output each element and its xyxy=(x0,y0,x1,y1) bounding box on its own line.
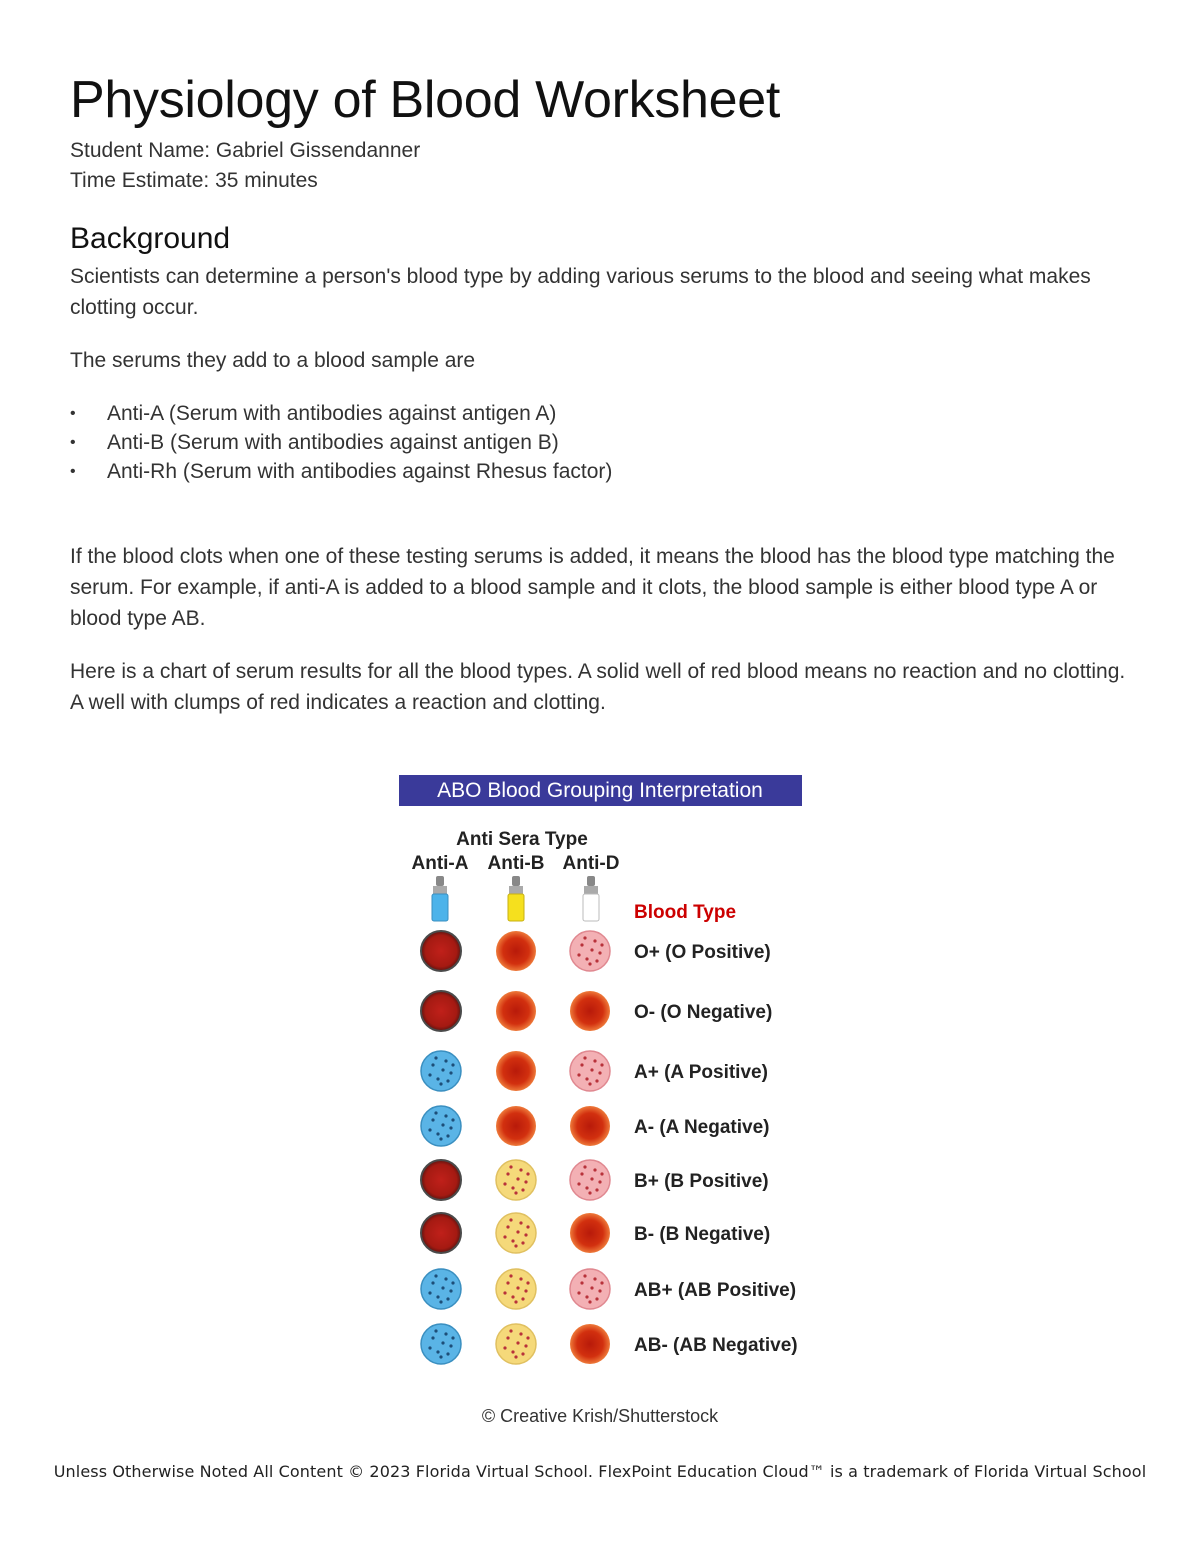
student-name: Student Name: Gabriel Gissendanner xyxy=(70,139,421,162)
well-no-reaction xyxy=(421,991,461,1031)
clotting-paragraph: If the blood clots when one of these testing serums is added, it means the blood has the blood type matching the serum. For example, if anti-A is added to a blood sample and it clots, the blood sample is either blood type A or blood type AB. xyxy=(70,545,1115,630)
serum-anti-b: Anti-B (Serum with antibodies against antigen B) xyxy=(107,431,559,454)
well-agglutinated xyxy=(570,931,610,971)
well-agglutinated xyxy=(421,1051,461,1091)
dropper-icon xyxy=(508,876,524,921)
blood-type-header: Blood Type xyxy=(634,902,737,923)
serum-anti-a: Anti-A (Serum with antibodies against antigen A) xyxy=(107,402,557,425)
well-no-reaction xyxy=(570,1213,610,1253)
well-no-reaction xyxy=(570,991,610,1031)
column-header-anti-a: Anti-A xyxy=(411,853,469,874)
footer-copyright: Unless Otherwise Noted All Content © 2023 Florida Virtual School. FlexPoint Education Cloud™ is a trademark of Florida Virtual School xyxy=(53,1462,1147,1481)
well-agglutinated xyxy=(496,1160,536,1200)
well-agglutinated xyxy=(496,1213,536,1253)
blood-type-label: O+ (O Positive) xyxy=(634,942,771,963)
bullet-icon: • xyxy=(70,405,76,422)
blood-type-label: B- (B Negative) xyxy=(634,1224,771,1245)
well-no-reaction xyxy=(496,991,536,1031)
well-agglutinated xyxy=(496,1324,536,1364)
anti-sera-type-label: Anti Sera Type xyxy=(456,829,588,850)
dropper-icon xyxy=(583,876,599,921)
well-agglutinated xyxy=(570,1160,610,1200)
well-agglutinated xyxy=(496,1269,536,1309)
bullet-icon: • xyxy=(70,434,76,451)
well-no-reaction xyxy=(570,1324,610,1364)
background-paragraph: Scientists can determine a person's blood type by adding various serums to the blood and seeing what makes clotting occur. xyxy=(70,265,1091,319)
figure-title: ABO Blood Grouping Interpretation xyxy=(437,779,763,802)
well-agglutinated xyxy=(421,1106,461,1146)
well-no-reaction xyxy=(421,931,461,971)
page-title: Physiology of Blood Worksheet xyxy=(70,71,781,129)
blood-type-label: AB+ (AB Positive) xyxy=(634,1280,797,1301)
blood-type-label: A- (A Negative) xyxy=(634,1117,770,1138)
well-agglutinated xyxy=(421,1269,461,1309)
blood-type-label: A+ (A Positive) xyxy=(634,1062,768,1083)
dropper-icon xyxy=(432,876,448,921)
serums-intro: The serums they add to a blood sample are xyxy=(70,349,476,372)
wells-grid xyxy=(421,931,798,1364)
well-no-reaction xyxy=(421,1213,461,1253)
bullet-icon: • xyxy=(70,463,76,480)
image-credit: © Creative Krish/Shutterstock xyxy=(481,1406,719,1426)
well-agglutinated xyxy=(570,1269,610,1309)
well-no-reaction xyxy=(496,1051,536,1091)
serum-anti-rh: Anti-Rh (Serum with antibodies against Rhesus factor) xyxy=(107,460,613,483)
background-heading: Background xyxy=(70,222,231,255)
column-header-anti-b: Anti-B xyxy=(487,853,545,874)
blood-type-label: AB- (AB Negative) xyxy=(634,1335,798,1356)
column-header-anti-d: Anti-D xyxy=(562,853,620,874)
well-no-reaction xyxy=(421,1160,461,1200)
chart-paragraph: Here is a chart of serum results for all the blood types. A solid well of red blood means no reaction and no clotting. A well with clumps of red indicates a reaction and clotting. xyxy=(70,660,1126,714)
well-agglutinated xyxy=(570,1051,610,1091)
well-no-reaction xyxy=(496,931,536,971)
well-agglutinated xyxy=(421,1324,461,1364)
well-no-reaction xyxy=(496,1106,536,1146)
time-estimate: Time Estimate: 35 minutes xyxy=(70,169,318,192)
blood-type-label: B+ (B Positive) xyxy=(634,1171,769,1192)
blood-type-label: O- (O Negative) xyxy=(634,1002,773,1023)
well-no-reaction xyxy=(570,1106,610,1146)
